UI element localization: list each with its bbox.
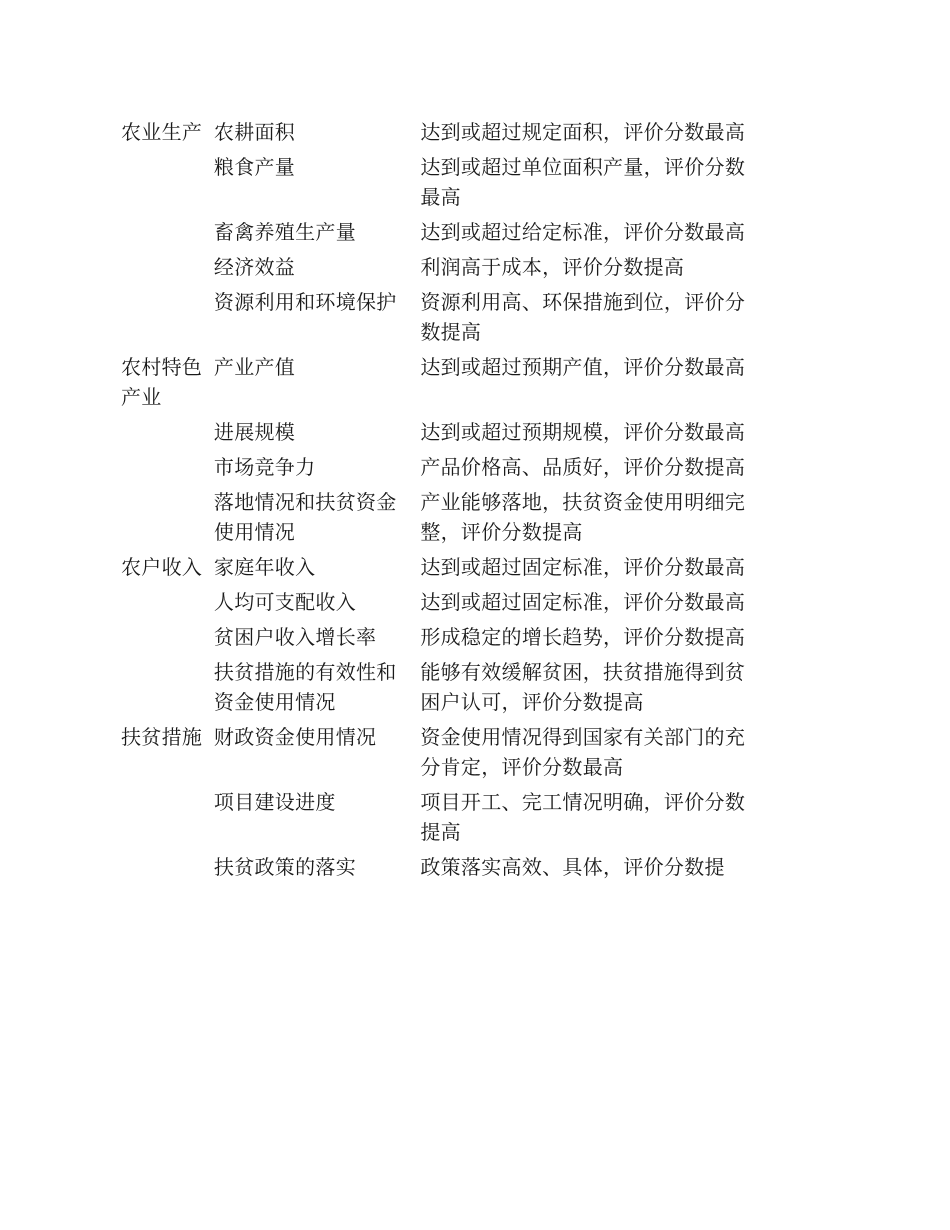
standard-cell: 能够有效缓解贫困，扶贫措施得到贫困户认可，评价分数提高 [420,660,746,714]
table-row [121,657,761,722]
category-cell [121,217,214,252]
table-row [121,787,761,852]
standard-cell: 达到或超过单位面积产量，评价分数最高 [420,155,746,209]
item-cell: 扶贫措施的有效性和资金使用情况 [213,660,397,714]
item-cell: 市场竞争力 [213,455,316,479]
standard-cell: 产业能够落地，扶贫资金使用明细完整，评价分数提高 [420,490,746,544]
table-row [121,217,761,252]
item-cell: 资源利用和环境保护 [213,290,397,314]
item-cell: 项目建设进度 [213,790,336,814]
item-cell: 农耕面积 [213,120,296,144]
standard-cell: 达到或超过预期产值，评价分数最高 [420,355,746,379]
standard-cell: 资金使用情况得到国家有关部门的充分肯定，评价分数最高 [420,725,746,779]
table-body [121,117,761,882]
standard-cell: 产品价格高、品质好，评价分数提高 [420,455,746,479]
category-cell [121,787,214,852]
table-row [121,852,761,882]
category-cell [121,622,214,657]
standard-cell: 达到或超过固定标准，评价分数最高 [420,555,746,579]
category-cell [121,452,214,487]
standard-cell: 达到或超过固定标准，评价分数最高 [420,590,746,614]
item-cell: 畜禽养殖生产量 [213,220,356,244]
item-cell: 人均可支配收入 [213,590,356,614]
table-row [121,487,761,552]
item-cell: 产业产值 [213,355,296,379]
standard-cell: 达到或超过给定标准，评价分数最高 [420,220,746,244]
item-cell: 粮食产量 [213,155,296,179]
item-cell: 落地情况和扶贫资金使用情况 [213,490,397,544]
category-cell: 扶贫措施 [121,725,203,749]
evaluation-table [121,117,761,882]
category-cell [121,657,214,722]
table-row [121,152,761,217]
item-cell: 经济效益 [213,255,296,279]
table-row [121,287,761,352]
table-row [121,252,761,287]
table-row [121,722,761,787]
category-cell [121,587,214,622]
table-row [121,587,761,622]
standard-cell: 形成稳定的增长趋势，评价分数提高 [420,625,746,649]
table-row [121,117,761,152]
category-cell [121,252,214,287]
standard-cell: 利润高于成本，评价分数提高 [420,255,685,279]
table-row [121,452,761,487]
category-cell [121,852,214,882]
table-row [121,352,761,417]
category-cell: 农业生产 [121,120,203,144]
standard-cell: 资源利用高、环保措施到位，评价分数提高 [420,290,746,344]
item-cell: 进展规模 [213,420,296,444]
category-cell [121,417,214,452]
category-cell: 农村特色产业 [121,355,203,409]
item-cell: 财政资金使用情况 [213,725,377,749]
table-row [121,622,761,657]
category-cell [121,152,214,217]
category-cell: 农户收入 [121,555,203,579]
category-cell [121,487,214,552]
item-cell: 贫困户收入增长率 [213,625,377,649]
item-cell: 家庭年收入 [213,555,316,579]
standard-cell: 达到或超过规定面积，评价分数最高 [420,120,746,144]
item-cell: 扶贫政策的落实 [213,855,356,879]
category-cell [121,287,214,352]
table-row [121,417,761,452]
standard-cell: 达到或超过预期规模，评价分数最高 [420,420,746,444]
standard-cell: 政策落实高效、具体，评价分数提 [420,855,725,879]
standard-cell: 项目开工、完工情况明确，评价分数提高 [420,790,746,844]
table-row [121,552,761,587]
